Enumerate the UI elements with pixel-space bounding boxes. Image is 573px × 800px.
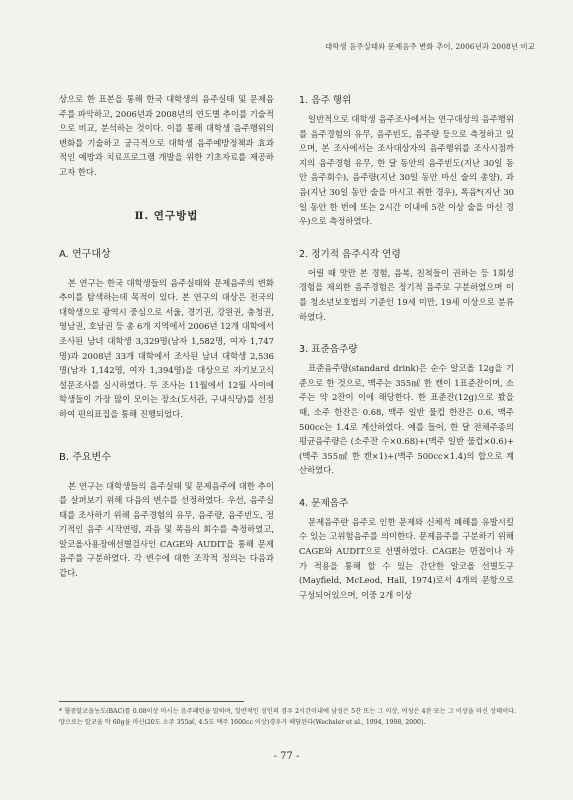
item-1-title: 1. 음주 행위 <box>299 95 352 106</box>
item-1-text: 일반적으로 대학생 음주조사에서는 연구대상의 음주행위를 음주경험의 유무, 음주빈도, 음주량 등으로 측정하고 있으며, 본 조사에서는 조사대상자의 음주행위를 조사시점까지의 음주경험 유무, 한 달 동안의 음주빈도(지난 30일 동안 음주회수), 음주량(지난 30일 동안 마신 술의 총양), 과음(지난 30일 동안 술을 마시고 취한 경우), 폭음*(지난 30일 동안 한 번에 또는 2시간 이내에 5잔 이상 술을 마신 경우)으로 측정하였다. <box>299 114 514 227</box>
subsection-b-text: 본 연구는 대학생들의 음주실태 및 문제음주에 대한 추이를 살펴보기 위해 다음의 변수를 선정하였다. 우선, 음주실태를 조사하기 위해 음주경험의 유무, 음주량, 음주빈도, 정기적인 음주 시작연령, 과음 및 폭음의 회수를 측정하였고, 알코올사용장애선별검사인 CAGE와 AUDIT을 통해 문제음주를 구분하였다. 각 변수에 대한 조작적 정의는 다음과 같다. <box>59 480 274 579</box>
footnote: * 혈중알코올농도(BAC)를 0.08이상 마시는 음주패턴을 말하며, 일반적인 성인의 경우 2시간이내에 남성은 5잔 또는 그 이상, 여성은 4잔 또는 그 이상을 마신 상태이다. 양으로는 알코올 약 60g을 마신(20도 소주 355㎖, 4.5도 맥주 1600cc 이상)경우가 해당된다(Wechsler et al., 1994, 1998, 2000). <box>59 708 516 726</box>
section-title: Ⅱ. 연구방법 <box>134 209 199 222</box>
item-2-title: 2. 정기적 음주시작 연령 <box>299 248 401 260</box>
subsection-a-title: A. 연구대상 <box>59 248 111 260</box>
item-3-title: 3. 표준음주량 <box>299 344 358 356</box>
footnote-divider <box>59 701 244 702</box>
running-header: 대학생 음주실태와 문제음주 변화 추이, 2006년과 2008년 비교 <box>324 42 535 51</box>
intro-paragraph: 상으로 한 표본을 통해 한국 대학생의 음주실태 및 문제음주를 파악하고, 2006년과 2008년의 연도별 추이를 기술적으로 비교, 분석하는 것이다. 이를 통해 대학생 음주행위의 변화를 기술하고 궁극적으로 대학생 음주예방정책과 효과적인 예방과 치료프로그램 개발을 위한 기초자료를 제공하고자 한다. <box>59 94 274 177</box>
page-number: - 77 - <box>273 751 300 762</box>
left-column <box>59 92 274 581</box>
subsection-a-text: 본 연구는 한국 대학생들의 음주실태와 문제음주의 변화 추이를 탐색하는데 목적이 있다. 본 연구의 대상은 전국의 대학생으로 광역시 중심으로 서울, 경기권, 강원권, 충청권, 영남권, 호남권 등 총 6개 지역에서 2006년 12개 대학에서 조사된 남녀 대학생 3,329명(남자 1,582명, 여자 1,747명)과 2008년 33개 대학에서 조사된 남녀 대학생 2,536명(남자 1,142명, 여자 1,394명)을 대상으로 자기보고식 설문조사를 실시하였다. 두 조사는 11월에서 12월 사이에 학생들이 가장 많이 모이는 장소(도서관, 구내식당)를 선정하여 편의표집을 통해 진행되었다. <box>59 277 274 419</box>
item-4-title: 4. 문제음주 <box>299 497 349 509</box>
item-3-text: 표준음주량(standard drink)은 순수 알코올 12g을 기준으로 한 것으로, 맥주는 355㎖ 한 캔이 1표준잔이며, 소주는 약 2잔이 이에 해당한다. 한 표준잔(12g)으로 봤을 때, 소주 한잔은 0.68, 맥주 일반 물컵 한잔은 0.6, 맥주 500cc는 1.4로 계산하였다. 예를 들어, 한 달 전체주종의 평균음주량은 (소주잔 수×0.68)+(맥주 일반 물컵×0.6)+(맥주 355㎖ 한 캔×1)+(맥주 500cc×1.4)의 합으로 계산하였다. <box>299 363 514 476</box>
item-4-text: 문제음주란 음주로 인한 문제와 신체적 폐해를 유발시킬 수 있는 고위험음주를 의미한다. 문제음주를 구분하기 위해 CAGE와 AUDIT으로 선별하였다. CAGE는 면접이나 자가 적용을 통해 할 수 있는 간단한 알코올 선별도구(Mayfield, McLeod, Hall, 1974)로서 4개의 문항으로 구성되어있으며, 이중 2개 이상 <box>299 516 514 600</box>
right-column <box>299 92 514 602</box>
subsection-b-title: B. 주요변수 <box>59 451 111 463</box>
item-2-text: 어릴 때 맛만 본 경험, 음복, 친척들이 권하는 등 1회성 경험을 제외한 음주경험은 정기적 음주로 구분하였으며 이를 청소년보호법의 기준인 19세 미만, 19세 이상으로 분류하였다. <box>299 267 514 322</box>
